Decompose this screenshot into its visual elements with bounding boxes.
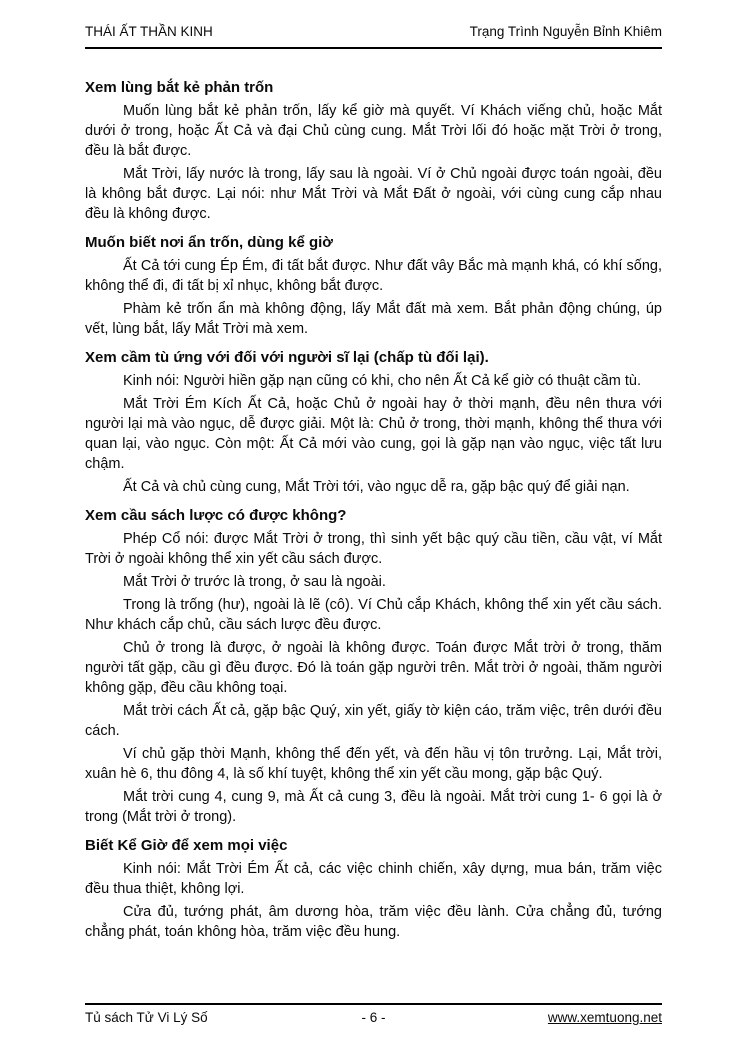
paragraph: Ất Cả tới cung Ép Ém, đi tất bắt được. Như đất vây Bắc mà mạnh khá, có khí sống, không thể đi, đi tất bị xỉ nhục, không bắt được. (85, 258, 662, 294)
section-heading: Xem cầu sách lược có được không? (85, 507, 347, 524)
header-book-title: THÁI ẤT THẦN KINH (85, 24, 213, 39)
footer-website-link[interactable]: www.xemtuong.net (547, 1010, 662, 1025)
paragraph: Kinh nói: Mắt Trời Ém Ất cả, các việc chinh chiến, xây dựng, mua bán, trăm việc đều thua thiệt, không lợi. (85, 861, 662, 897)
paragraph: Phép Cổ nói: được Mắt Trời ở trong, thì sinh yết bậc quý cầu tiền, cầu vật, ví Mắt Trời ở ngoài không thể xin yết cầu sách được. (85, 531, 662, 567)
section-cau-sach-luoc (85, 505, 662, 827)
footer-page-number: - 6 - (361, 1010, 386, 1025)
paragraph: Chủ ở trong là được, ở ngoài là không được. Toán được Mắt trời ở trong, thăm người tất gặp, cầu gì đều được. Đó là toán gặp người trên. Mắt trời ở ngoài, thăm người không gặp, đều cầu không toại. (85, 640, 662, 696)
paragraph: Cửa đủ, tướng phát, âm dương hòa, trăm việc đều lành. Cửa chẳng đủ, tướng chẳng phát, toán không hòa, trăm việc đều hung. (85, 904, 662, 940)
header-author: Trạng Trình Nguyễn Bỉnh Khiêm (469, 24, 662, 39)
paragraph: Muốn lùng bắt kẻ phản trốn, lấy kể giờ mà quyết. Ví Khách viếng chủ, hoặc Mắt dưới ở trong, hoặc Ất Cả và đại Chủ cùng cung. Mắt Trời lối đó hoặc mặt Trời ở trong, đều là bắt được. (85, 103, 662, 159)
page-footer (85, 1003, 662, 1025)
paragraph: Kinh nói: Người hiền gặp nạn cũng có khi, cho nên Ất Cả kể giờ có thuật cầm tù. (123, 373, 641, 389)
paragraph: Mắt Trời Ém Kích Ất Cả, hoặc Chủ ở ngoài hay ở thời mạnh, đều nên thưa với người lại mà vào ngục, dễ được giải. Một là: Chủ ở trong, thời mạnh, không thể thưa với quan lại, vào ngục. Còn một: Ất Cả mới vào cung, gọi là gặp nạn vào ngục, việc tất lưu chậm. (85, 396, 662, 472)
section-heading: Biết Kể Giờ để xem mọi việc (85, 837, 288, 854)
document-body (85, 77, 662, 942)
paragraph: Mắt Trời, lấy nước là trong, lấy sau là ngoài. Ví ở Chủ ngoài được toán ngoài, đều là không bắt được. Lại nói: như Mắt Trời và Mắt Đất ở ngoài, với cùng cung cắp nhau đều là không được. (85, 166, 662, 222)
paragraph: Ví chủ gặp thời Mạnh, không thể đến yết, và đến hầu vị tôn trưởng. Lại, Mắt trời, xuân hè 6, thu đông 4, là số khí tuyệt, không thể xin yết cầu mong, gặp bậc Quý. (85, 746, 662, 782)
paragraph: Ất Cả và chủ cùng cung, Mắt Trời tới, vào ngục dễ ra, gặp bậc quý để giải nạn. (123, 479, 630, 495)
section-heading: Xem lùng bắt kẻ phản trốn (85, 79, 274, 96)
paragraph: Mắt Trời ở trước là trong, ở sau là ngoài. (123, 574, 386, 590)
paragraph: Mắt trời cung 4, cung 9, mà Ất cả cung 3, đều là ngoài. Mắt trời cung 1- 6 gọi là ở trong (Mắt trời ở trong). (85, 789, 662, 825)
paragraph: Mắt trời cách Ất cả, gặp bậc Quý, xin yết, giấy tờ kiện cáo, trăm việc, trên dưới đều cách. (85, 703, 662, 739)
section-noi-an-tron (85, 232, 662, 339)
section-heading: Muốn biết nơi ẩn trốn, dùng kể giờ (85, 234, 333, 251)
section-biet-ke-gio (85, 835, 662, 942)
paragraph: Trong là trống (hư), ngoài là lẽ (cô). Ví Chủ cắp Khách, không thể xin yết cầu sách. Như khách cắp chủ, cầu sách lược đều được. (85, 597, 662, 633)
section-cam-tu (85, 347, 662, 497)
paragraph: Phàm kẻ trốn ẩn mà không động, lấy Mắt đất mà xem. Bắt phản động chúng, úp vết, lùng bắt, lấy Mắt Trời mà xem. (85, 301, 662, 337)
section-heading: Xem cầm tù ứng với đối với người sĩ lại (chấp tù đối lại). (85, 349, 489, 366)
footer-series-title: Tủ sách Tử Vi Lý Số (85, 1010, 208, 1025)
section-lung-bat-ke-phan-tron (85, 77, 662, 224)
page-header (85, 24, 662, 49)
